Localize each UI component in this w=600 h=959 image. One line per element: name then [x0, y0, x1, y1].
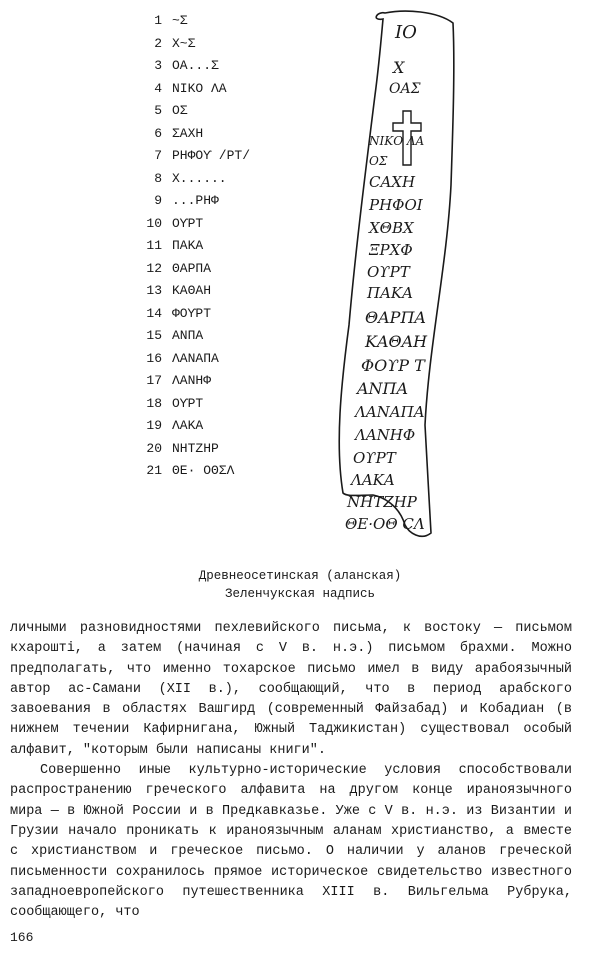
- line-text: ΝΗΤΖΗΡ: [172, 440, 219, 456]
- inscription-line: [128, 190, 338, 213]
- inscription-line: [128, 145, 338, 168]
- stone-inscription-line: ΛΑΝΑΠΑ: [355, 403, 425, 421]
- line-text: ΟΣ: [172, 103, 188, 118]
- inscription-line: [128, 168, 338, 191]
- stone-inscription-line: СΑΧΗ: [369, 173, 416, 191]
- stone-inscription-line: ΧΘΒΧ: [369, 219, 414, 237]
- line-number: 3: [154, 58, 162, 73]
- line-text: ΠAKA: [172, 238, 204, 253]
- inscription-line: [128, 415, 338, 438]
- caption-line-1: Древнеосетинская (аланская): [198, 569, 402, 583]
- line-text: ΦΟϒΡΤ: [172, 305, 212, 321]
- line-text: ΘΕ· ΟΘΣΛ: [172, 463, 235, 478]
- line-number: 2: [154, 35, 162, 51]
- inscription-line: [128, 370, 338, 393]
- stone-inscription-line: ΠΑΚΑ: [367, 284, 413, 302]
- line-text: ΟϒΡΤ: [172, 215, 204, 231]
- inscription-line: [128, 123, 338, 146]
- inscription-line: [128, 325, 338, 348]
- line-number: 17: [146, 373, 162, 388]
- line-number: 7: [154, 148, 162, 163]
- stone-inscription-line: ΑΝΠΑ: [357, 379, 409, 398]
- inscription-line: [128, 438, 338, 461]
- stone-inscription-line: ΦΟϒΡ Τ: [361, 356, 425, 375]
- line-text: ΚΑΘΑΗ: [172, 283, 212, 298]
- line-number: 5: [154, 103, 162, 118]
- line-text: ΡΗΦΟϒ /PT/: [172, 148, 251, 163]
- line-text: ΛΑΚΑ: [172, 418, 204, 433]
- line-text: ΟΑ...Σ: [172, 58, 219, 73]
- caption-line-2: Зеленчукская надпись: [224, 587, 376, 601]
- inscription-line: [128, 235, 338, 258]
- line-text: ΛΑΝΑΠΑ: [172, 350, 219, 366]
- inscription-line: [128, 78, 338, 101]
- body-text: [10, 619, 572, 923]
- line-number: 15: [146, 328, 162, 343]
- line-number: 20: [146, 440, 162, 456]
- stone-inscription-line: ΛΑΝΗΦ: [355, 426, 416, 444]
- page-number: 166: [10, 930, 34, 945]
- inscription-line-list: [128, 10, 338, 483]
- stone-inscription-line: ΛΑΚΑ: [351, 471, 395, 489]
- inscription-line: [128, 348, 338, 371]
- stone-inscription-line: Χ: [393, 58, 405, 77]
- line-number: 11: [146, 238, 162, 253]
- stone-inscription-line: ΟΣ: [369, 154, 388, 168]
- stone-inscription-line: ΟϒΡΤ: [367, 263, 410, 281]
- stone-inscription-line: ΘΕ·ΟΘ CΛ: [345, 515, 425, 533]
- line-number: 8: [154, 170, 162, 186]
- stone-inscription-line: ΙΟ: [395, 22, 417, 43]
- line-number: 18: [146, 395, 162, 411]
- inscription-line: [128, 303, 338, 326]
- line-text: ΛΑΝΗΦ: [172, 373, 212, 388]
- inscription-line: [128, 258, 338, 281]
- line-number: 13: [146, 283, 162, 298]
- stone-inscription-line: ΟϒΡΤ: [353, 449, 396, 467]
- line-number: 6: [154, 125, 162, 141]
- line-text: ...ΡΗΦ: [172, 193, 219, 208]
- line-text: ΣΑΧΗ: [172, 125, 204, 141]
- line-number: 10: [146, 215, 162, 231]
- line-text: ΟϒΡΤ: [172, 395, 204, 411]
- line-number: 14: [146, 305, 162, 321]
- line-text: ΘΑΡΠΑ: [172, 260, 212, 276]
- stone-inscription-line: ΟΑΣ: [389, 81, 421, 97]
- line-text: X~Σ: [172, 35, 196, 51]
- line-number: 4: [154, 80, 162, 96]
- line-text: ~Σ: [172, 13, 188, 28]
- inscription-line: [128, 100, 338, 123]
- stone-inscription-line: ΞΡΧΦ: [369, 241, 413, 259]
- stone-inscription-line: ΘΑΡΠΑ: [365, 308, 426, 327]
- inscribed-stone-drawing: [325, 5, 460, 545]
- inscription-line: [128, 33, 338, 56]
- inscription-line: [128, 393, 338, 416]
- inscription-line: [128, 213, 338, 236]
- line-number: 19: [146, 418, 162, 433]
- stone-inscription-line: ΡΗΦΟΙ: [369, 196, 423, 214]
- line-number: 21: [146, 463, 162, 478]
- figure-caption: [0, 567, 600, 603]
- stone-inscription-line: ΝΗΤΖΗΡ: [347, 493, 417, 511]
- paragraph: личными разновидностями пехлевийского письма, к востоку — письмом кхароштi, а затем (начиная с V в. н.э.) письмом брахми. Можно предполагать, что именно тохарское письмо имел в виду арабоязычный автор ас-Самани (XII в.), сообщающий, что в период арабского завоевания в областях Вашгирд (современный Файзабад) и Кобадиан (в нижнем течении Кафирнигана, Южный Таджикистан) существовал особый алфавит, "которым были написаны книги".: [10, 621, 572, 758]
- line-number: 16: [146, 350, 162, 366]
- inscription-line: [128, 10, 338, 33]
- line-text: X......: [172, 170, 227, 186]
- inscription-line: [128, 55, 338, 78]
- stone-inscription-line: ΚΑΘΑΗ: [365, 332, 428, 351]
- inscription-line: [128, 280, 338, 303]
- line-number: 1: [154, 13, 162, 28]
- stone-inscription-line: ΝΙΚΟ ΛΑ: [369, 134, 425, 148]
- stone-inscription-text: [345, 22, 428, 533]
- line-text: NIKO ΛA: [172, 80, 227, 96]
- line-text: ΑΝΠΑ: [172, 328, 204, 343]
- inscription-line: [128, 460, 338, 483]
- line-number: 9: [154, 193, 162, 208]
- paragraph: Совершенно иные культурно-исторические условия способствовали распространению греческого алфавита на другом конце ираноязычного мира — в Южной России и в Предкавказье. Уже с V в. н.э. из Византии и Грузии начало проникать к ираноязычным аланам христианство, а вместе с христианством и греческое письмо. О наличии у аланов греческой письменности сохранилось прямое историческое свидетельство известного западноевропейского путешественника XIII в. Вильгельма Рубрука, сообщающего, что: [10, 763, 572, 921]
- line-number: 12: [146, 260, 162, 276]
